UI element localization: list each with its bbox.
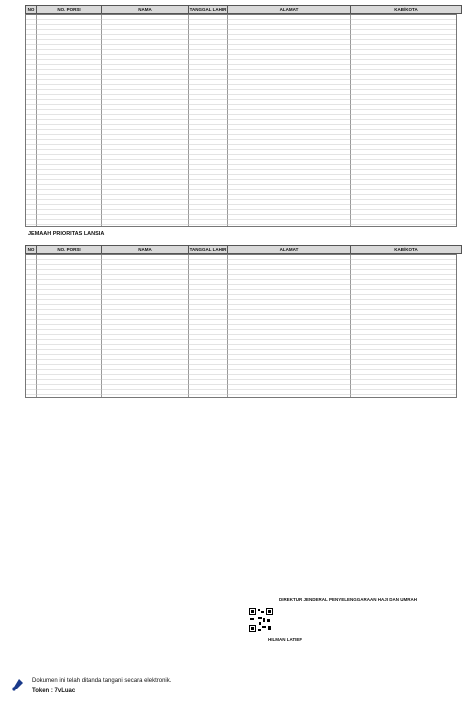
header-tanggal: TANGGAL LAHIR bbox=[189, 247, 227, 252]
header-kab: KAB/KOTA bbox=[394, 247, 418, 252]
signature-name: HILMAN LATIEF bbox=[268, 637, 303, 642]
header-tanggal: TANGGAL LAHIR bbox=[189, 7, 227, 12]
footer-note: Dokumen ini telah ditanda tangani secara elektronik. bbox=[32, 678, 172, 684]
header-no: NO bbox=[26, 246, 37, 253]
header-alamat: ALAMAT bbox=[228, 246, 351, 253]
footer-token: Token : 7vLuac bbox=[32, 688, 76, 694]
table1-body bbox=[25, 14, 457, 227]
table1-header bbox=[25, 5, 462, 14]
header-kab: KAB/KOTA bbox=[394, 7, 418, 12]
footer bbox=[10, 676, 171, 697]
table2-body bbox=[25, 254, 457, 398]
section-title-lansia: JEMAAH PRIORITAS LANSIA bbox=[28, 231, 105, 237]
header-alamat: ALAMAT bbox=[228, 6, 351, 13]
signature-title: DIREKTUR JENDERAL PENYELENGGARAAN HAJI DAN UMRAH bbox=[279, 597, 417, 602]
header-nama: NAMA bbox=[102, 246, 189, 253]
esign-logo-icon bbox=[10, 676, 26, 697]
signature-block bbox=[248, 597, 448, 642]
qr-code-icon bbox=[248, 607, 274, 633]
table2-header bbox=[25, 245, 462, 254]
header-nama: NAMA bbox=[102, 6, 189, 13]
header-porsi: NO. PORSI bbox=[37, 246, 102, 253]
header-porsi: NO. PORSI bbox=[37, 6, 102, 13]
header-no: NO bbox=[26, 6, 37, 13]
